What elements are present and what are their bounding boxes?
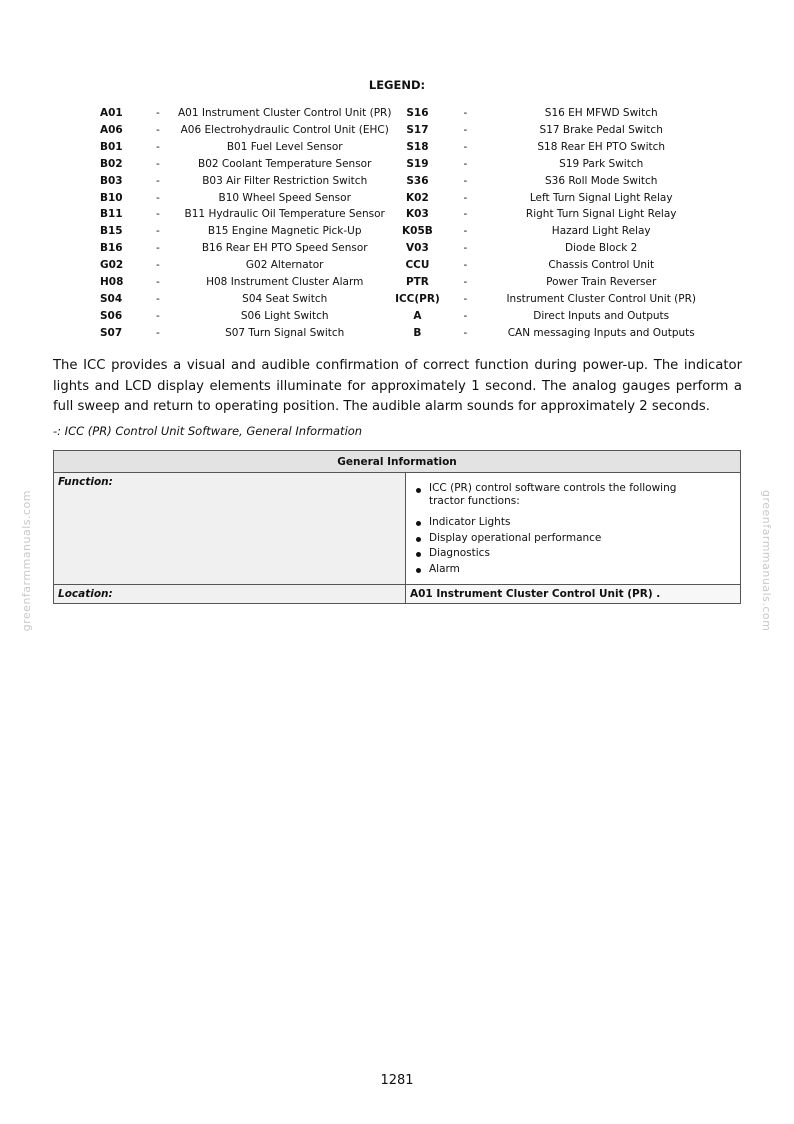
legend-dash: - [463, 242, 468, 255]
legend-dash: - [463, 123, 468, 136]
watermark-left: greenfarmmanuals.com [20, 490, 33, 632]
legend-dash: - [463, 276, 468, 289]
legend-description: Instrument Cluster Control Unit (PR) [506, 292, 696, 305]
location-value: A01 Instrument Cluster Control Unit (PR) . [406, 584, 741, 603]
legend-description: S06 Light Switch [240, 309, 329, 322]
legend-code: B15 [100, 225, 123, 238]
legend-dash: - [463, 259, 468, 272]
legend-description: B01 Fuel Level Sensor [226, 140, 343, 153]
legend-dash: - [463, 157, 468, 170]
legend-description: G02 Alternator [245, 259, 324, 272]
legend-dash: - [463, 292, 468, 305]
legend-description: S16 EH MFWD Switch [544, 107, 658, 119]
legend-code: CCU [405, 259, 430, 272]
legend-dash: - [156, 242, 160, 255]
legend-description: Hazard Light Relay [551, 225, 651, 238]
legend-code: S07 [100, 326, 123, 339]
legend-dash: - [156, 157, 160, 170]
legend-dash: - [463, 309, 468, 322]
legend-row [95, 223, 715, 240]
legend-row [95, 308, 715, 325]
legend-dash: - [463, 107, 468, 119]
legend-dash: - [156, 292, 160, 305]
location-row [54, 584, 741, 603]
legend-code: B16 [100, 242, 123, 255]
legend-description: Power Train Reverser [546, 276, 657, 289]
legend-dash: - [156, 174, 160, 187]
legend-code: S06 [100, 309, 123, 322]
legend-dash: - [156, 309, 160, 322]
legend-code: B02 [100, 157, 123, 170]
function-value [406, 473, 741, 585]
legend-description: B11 Hydraulic Oil Temperature Sensor [184, 208, 385, 221]
legend-description: S19 Park Switch [559, 157, 644, 170]
legend-description: S07 Turn Signal Switch [225, 326, 345, 339]
legend-code: B11 [100, 208, 123, 221]
legend-row [95, 139, 715, 156]
legend-dash: - [463, 191, 468, 204]
reference-line: -: ICC (PR) Control Unit Software, General Information [53, 424, 363, 438]
legend-dash: - [156, 191, 160, 204]
legend-code: G02 [100, 259, 124, 272]
legend-code: S36 [406, 174, 429, 187]
legend-table [95, 105, 715, 342]
legend-description: Diode Block 2 [565, 242, 638, 255]
legend-description: A06 Electrohydraulic Control Unit (EHC) [180, 123, 389, 136]
legend-description: Chassis Control Unit [548, 259, 655, 272]
legend-row [95, 274, 715, 291]
legend-dash: - [156, 208, 160, 221]
legend-code: B03 [100, 174, 123, 187]
info-table-header: General Information [54, 451, 741, 473]
legend-description: B15 Engine Magnetic Pick-Up [207, 225, 362, 238]
legend-code: PTR [405, 276, 429, 289]
legend-code: K03 [406, 208, 429, 221]
legend-description: B03 Air Filter Restriction Switch [202, 174, 368, 187]
legend-row [95, 190, 715, 207]
legend-dash: - [156, 259, 160, 272]
legend-dash: - [463, 326, 468, 339]
legend-row [95, 325, 715, 342]
function-item: Alarm [416, 562, 740, 576]
legend-code: B01 [100, 140, 123, 153]
watermark-right: greenfarmmanuals.com [760, 490, 773, 632]
legend-code: A01 [100, 107, 123, 119]
function-item: Indicator Lights [416, 515, 740, 529]
legend-code: S04 [100, 292, 123, 305]
legend-description: Right Turn Signal Light Relay [525, 208, 677, 221]
legend-code: H08 [100, 276, 124, 289]
legend-description: B16 Rear EH PTO Speed Sensor [201, 242, 368, 255]
general-information-table [53, 450, 741, 604]
legend-code: ICC(PR) [395, 292, 440, 305]
legend-row [95, 240, 715, 257]
function-item: ICC (PR) control software controls the following tractor functions: [416, 482, 740, 507]
location-label: Location: [54, 584, 406, 603]
legend-row [95, 156, 715, 173]
legend-row [95, 105, 715, 122]
legend-description: Left Turn Signal Light Relay [529, 191, 673, 204]
legend-code: A06 [100, 123, 123, 136]
legend-dash: - [463, 225, 468, 238]
legend-title: LEGEND: [368, 78, 426, 92]
legend-description: S36 Roll Mode Switch [544, 174, 658, 187]
legend-dash: - [156, 123, 160, 136]
legend-description: B02 Coolant Temperature Sensor [198, 157, 372, 170]
function-item: Display operational performance [416, 531, 740, 545]
legend-description: H08 Instrument Cluster Alarm [206, 276, 364, 289]
legend-description: Direct Inputs and Outputs [533, 309, 670, 322]
legend-row [95, 122, 715, 139]
legend-description: A01 Instrument Cluster Control Unit (PR) [178, 107, 392, 119]
legend-code: B [413, 326, 422, 339]
legend-dash: - [463, 208, 468, 221]
legend-code: K05B [402, 225, 433, 238]
legend-dash: - [156, 140, 160, 153]
legend-row [95, 257, 715, 274]
legend-description: S17 Brake Pedal Switch [539, 123, 663, 136]
legend-description: S18 Rear EH PTO Switch [537, 140, 666, 153]
legend-row [95, 173, 715, 190]
legend-description: S04 Seat Switch [242, 292, 328, 305]
legend-description: CAN messaging Inputs and Outputs [507, 326, 695, 339]
function-item: Diagnostics [416, 546, 740, 560]
legend-dash: - [156, 276, 160, 289]
legend-code: V03 [406, 242, 429, 255]
legend-dash: - [156, 326, 160, 339]
legend-code: S17 [406, 123, 429, 136]
page-number: 1281 [380, 1073, 414, 1088]
legend-description: B10 Wheel Speed Sensor [218, 191, 351, 204]
legend-code: B10 [100, 191, 123, 204]
legend-code: S16 [406, 107, 429, 119]
legend-code: S19 [406, 157, 429, 170]
legend-code: S18 [406, 140, 429, 153]
legend-dash: - [463, 140, 468, 153]
legend-dash: - [463, 174, 468, 187]
function-label: Function: [54, 473, 406, 585]
intro-paragraph: The ICC provides a visual and audible confirmation of correct function during power-up. The indicator lights and LCD display elements illuminate for approximately 1 second. The analog gauges perform a full sweep and return to operating position. The audible alarm sounds for approximately 2 seconds. [53, 358, 742, 414]
legend-code: K02 [406, 191, 429, 204]
legend-row [95, 291, 715, 308]
legend-dash: - [156, 107, 160, 119]
function-row [54, 473, 741, 585]
legend-dash: - [156, 225, 160, 238]
legend-row [95, 206, 715, 223]
function-list [406, 473, 740, 584]
legend-code: A [413, 309, 422, 322]
